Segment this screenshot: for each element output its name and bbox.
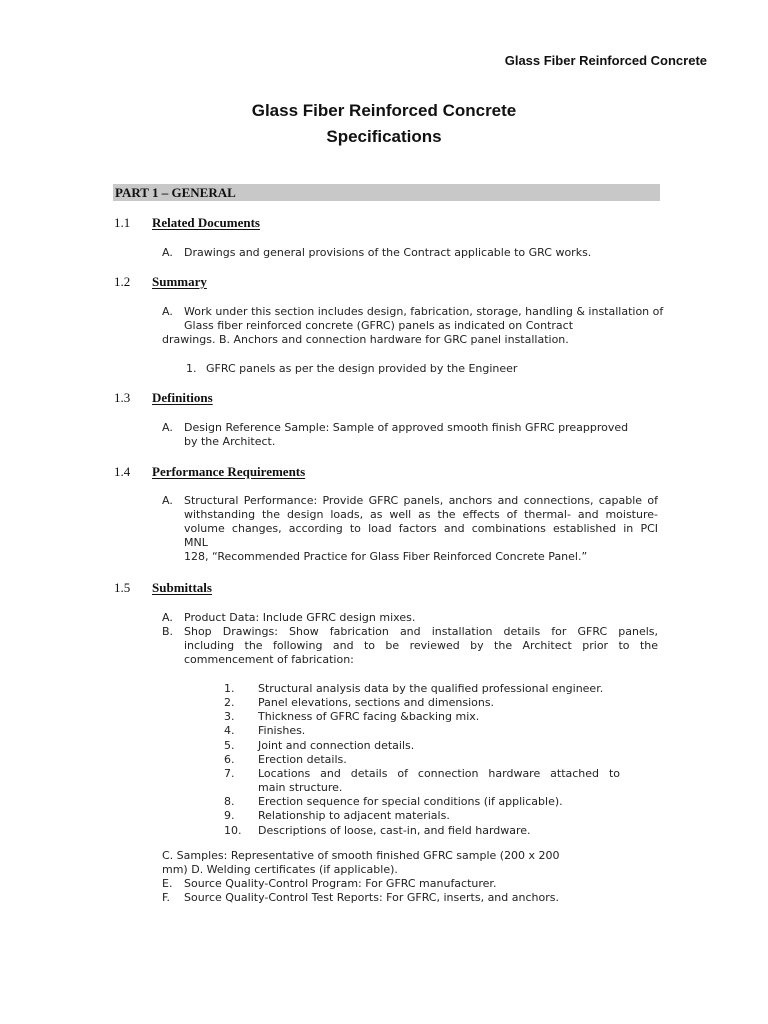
list-item-text: GFRC panels as per the design provided by the Engineer: [206, 362, 518, 375]
text-line: volume changes, according to load factors and combinations established in PCI: [184, 522, 658, 535]
text-line: commencement of fabrication:: [184, 653, 354, 666]
list-marker: A.: [162, 494, 173, 507]
list-marker: A.: [162, 611, 173, 624]
list-marker: A.: [162, 421, 173, 434]
list-marker: E.: [162, 877, 173, 890]
list-marker: 8.: [224, 795, 235, 808]
list-item-text: Locations and details of connection hardware attached to: [258, 767, 620, 780]
list-item-text: main structure.: [258, 781, 343, 794]
list-marker: 3.: [224, 710, 235, 723]
list-item-text: Thickness of GFRC facing &backing mix.: [258, 710, 480, 723]
list-marker: 6.: [224, 753, 235, 766]
list-item-text: Descriptions of loose, cast-in, and field hardware.: [258, 824, 531, 837]
running-header: Glass Fiber Reinforced Concrete: [504, 53, 707, 68]
section-title: Performance Requirements: [152, 464, 306, 479]
part-heading: PART 1 – GENERAL: [115, 185, 236, 200]
list-item-text: Erection details.: [258, 753, 347, 766]
text-line: mm) D. Welding certificates (if applicable).: [162, 863, 398, 876]
text-line: Design Reference Sample: Sample of approved smooth finish GFRC preapproved: [184, 421, 629, 434]
list-marker: A.: [162, 305, 173, 318]
list-marker: 1.: [186, 362, 197, 375]
list-marker: F.: [162, 891, 171, 904]
section-number: 1.3: [114, 390, 131, 405]
list-marker: 2.: [224, 696, 235, 709]
list-marker: 9.: [224, 809, 235, 822]
document-subtitle: Specifications: [326, 127, 442, 146]
text-line: drawings. B. Anchors and connection hardware for GRC panel installation.: [162, 333, 569, 346]
text-line: Work under this section includes design, fabrication, storage, handling & installation of: [184, 305, 664, 318]
section-title: Summary: [152, 274, 207, 289]
text-line: 128, “Recommended Practice for Glass Fiber Reinforced Concrete Panel.”: [184, 550, 588, 563]
text-line: withstanding the design loads, as well as the effects of thermal- and moisture-: [184, 508, 658, 521]
section-number: 1.2: [114, 274, 131, 289]
list-item-text: Source Quality-Control Program: For GFRC manufacturer.: [184, 877, 497, 890]
text-line: including the following and to be reviewed by the Architect prior to the: [184, 639, 658, 652]
text-line: by the Architect.: [184, 435, 276, 448]
list-item-text: Erection sequence for special conditions (if applicable).: [258, 795, 563, 808]
list-marker: 10.: [224, 824, 242, 837]
document-title: Glass Fiber Reinforced Concrete: [251, 101, 517, 120]
section-title: Submittals: [152, 580, 212, 595]
text-line: Shop Drawings: Show fabrication and installation details for GFRC panels,: [184, 625, 658, 638]
list-marker: 5.: [224, 739, 235, 752]
section-title: Definitions: [152, 390, 213, 405]
list-marker: B.: [162, 625, 174, 638]
list-item-text: Joint and connection details.: [258, 739, 415, 752]
section-number: 1.4: [114, 464, 131, 479]
text-line: Structural Performance: Provide GFRC panels, anchors and connections, capable of: [184, 494, 658, 507]
text-line: Glass fiber reinforced concrete (GFRC) panels as indicated on Contract: [184, 319, 574, 332]
list-item-text: Structural analysis data by the qualified professional engineer.: [258, 682, 604, 695]
list-item-text: Relationship to adjacent materials.: [258, 809, 450, 822]
list-item-text: Product Data: Include GFRC design mixes.: [184, 611, 416, 624]
list-marker: 7.: [224, 767, 235, 780]
list-marker: 4.: [224, 724, 235, 737]
section-title: Related Documents: [152, 215, 260, 230]
list-marker: A.: [162, 246, 173, 259]
list-item-text: Source Quality-Control Test Reports: For GFRC, inserts, and anchors.: [184, 891, 559, 904]
section-number: 1.1: [114, 215, 131, 230]
list-marker: 1.: [224, 682, 235, 695]
section-number: 1.5: [114, 580, 131, 595]
list-item-text: Panel elevations, sections and dimensions.: [258, 696, 495, 709]
list-item-text: Drawings and general provisions of the Contract applicable to GRC works.: [184, 246, 592, 259]
list-item-text: Finishes.: [258, 724, 306, 737]
text-line: C. Samples: Representative of smooth finished GFRC sample (200 x 200: [162, 849, 560, 862]
text-line: MNL: [184, 536, 208, 549]
